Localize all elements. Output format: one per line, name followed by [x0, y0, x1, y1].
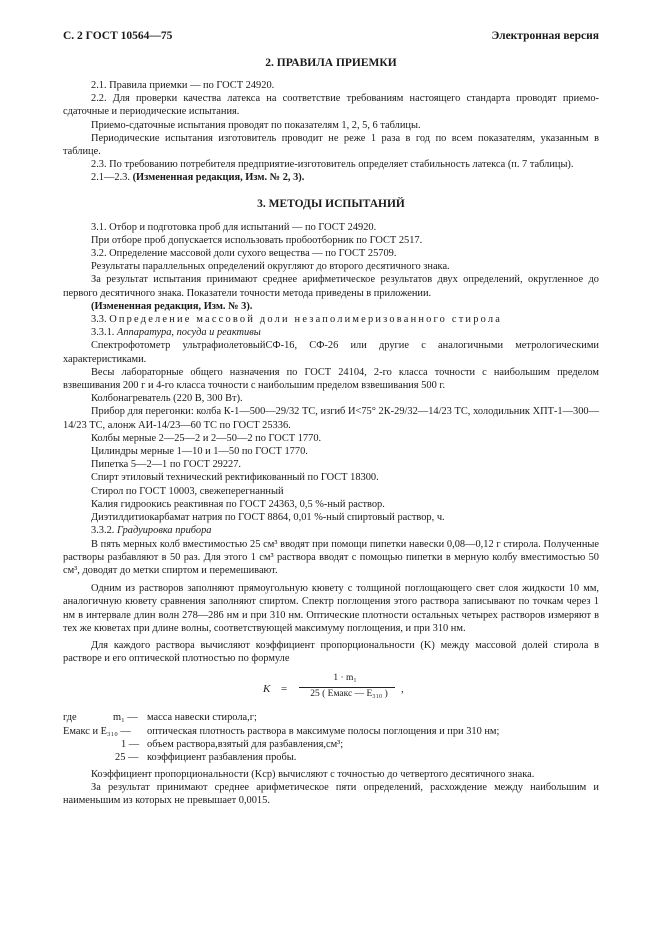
paragraph: Диэтилдитиокарбамат натрия по ГОСТ 8864, 0,01 %-ный спиртовый раствор, ч. [91, 512, 445, 524]
paragraph: Прибор для перегонки: колба К-1—500—29/32 ТС, изгиб И<75° 2К-29/32—14/23 ТС, холодильник ХПТ-1—300—14/23 ТС, алонж АИ-14/23—60 ТС по ГОСТ 25336. [63, 406, 599, 431]
paragraph: Периодические испытания изготовитель проводит не реже 1 раза в год по всем показателям, указанным в таблице. [63, 132, 599, 158]
paragraph: 3.1. Отбор и подготовка проб для испытаний — по ГОСТ 24920. [91, 221, 377, 233]
legend-text: масса навески стирола,г; [147, 712, 257, 724]
paragraph: Цилиндры мерные 1—10 и 1—50 по ГОСТ 1770. [91, 446, 308, 458]
formula-k: K [263, 683, 271, 696]
where-label: где [63, 712, 77, 724]
legend-row [63, 711, 599, 724]
paragraph: 2.2. Для проверки качества латекса на соответствие требованиям настоящего стандарта проводят приемо-сдаточные и периодические испытания. [63, 93, 599, 118]
subsection-title: Аппаратура, посуда и реактивы [116, 327, 261, 339]
formula-comma: , [401, 683, 404, 696]
formula-numerator: 1 · m₁ [333, 673, 357, 684]
paragraph: 2.3. По требованию потребителя предприятие-изготовитель определяет стабильность латекса (п. 7 таблицы). [91, 159, 574, 171]
paragraph: Колбонагреватель (220 В, 300 Вт). [91, 393, 243, 405]
paragraph: 2.1. Правила приемки — по ГОСТ 24920. [91, 80, 275, 91]
header-version: Электронная версия [491, 30, 599, 42]
paragraph: За результат принимают среднее арифметическое пяти определений, расхождение между наибольшим и наименьшим из которых не превышает 0,0015. [63, 782, 599, 807]
header-document-id: С. 2 ГОСТ 10564—75 [63, 30, 173, 42]
legend-symbol: 1 — [121, 738, 140, 750]
paragraph: Для каждого раствора вычисляют коэффициент пропорциональности (K) между массовой долей стирола в растворе и его оптической плотностью по формуле [63, 639, 599, 665]
paragraph: Одним из растворов заполняют прямоугольную кювету с толщиной поглощающего свет слоя жидкости 10 мм, аналогичную кювету сравнения заполняют спиртом. Спектр поглощения этого раствора записывают по точкам через 1 нм в интервале длин волн 278—286 нм и при 310 нм. Оптические плотности остальных четырех растворов измеряют в тех же кюветах при длине волны, соответствующей максимуму поглощения, и при 310 нм. [63, 583, 599, 634]
subsection-heading [63, 524, 599, 537]
paragraph: Пипетка 5—2—1 по ГОСТ 29227. [91, 459, 242, 471]
paragraph: Спирт этиловый технический ректификованный по ГОСТ 18300. [91, 472, 379, 484]
legend-row [63, 738, 599, 751]
legend-text: объем раствора,взятый для разбавления,см³; [147, 738, 344, 750]
section-3-title: 3. МЕТОДЫ ИСПЫТАНИЙ [257, 197, 405, 210]
legend-symbol: Eмакс и E₃₁₀ — [63, 725, 131, 737]
paragraph: В пять мерных колб вместимостью 25 см³ вводят при помощи пипетки навески 0,08—0,12 г стирола. Полученные растворы разбавляют в 50 раз. Для этого 1 см³ раствора вводят с помощью пипетки в мерную колбу вместимостью 50 см³, доводят до метки спиртом и перемешивают. [63, 538, 599, 576]
amendment-note: (Измененная редакция, Изм. № 3). [91, 300, 253, 312]
legend-symbol: m₁ — [113, 712, 138, 724]
page-header [63, 30, 599, 50]
paragraph: 3.2. Определение массовой доли сухого вещества — по ГОСТ 25709. [91, 248, 397, 260]
formula-equals: = [281, 683, 288, 696]
legend-symbol: 25 — [115, 751, 139, 763]
paragraph: При отборе проб допускается использовать пробоотборник по ГОСТ 2517. [91, 234, 423, 246]
paragraph: Приемо-сдаточные испытания проводят по показателям 1, 2, 5, 6 таблицы. [91, 119, 421, 131]
clause-ref: 3.3.1. [91, 327, 117, 339]
legend-text: коэффициент разбавления пробы. [147, 751, 297, 763]
paragraph: За результат испытания принимают среднее арифметическое результатов двух определений, округленное до первого десятичного знака. Показатели точности метода приведены в приложении. [63, 274, 599, 299]
paragraph: Весы лабораторные общего назначения по ГОСТ 24104, 2-го класса точности с наибольшим пределом взвешивания 200 г и 4-го класса точности с наибольшим пределом взвешивания 500 г. [63, 366, 599, 392]
paragraph: Спектрофотометр ультрафиолетовыйСФ-16, СФ-26 или другие с аналогичными метрологическими характеристиками. [63, 340, 599, 365]
formula [63, 673, 599, 705]
amendment-note [63, 171, 599, 184]
paragraph: Колбы мерные 2—25—2 и 2—50—2 по ГОСТ 1770. [91, 432, 322, 444]
clause-ref: 3.3.2. [91, 525, 117, 537]
subsection-title: Градуировка прибора [116, 525, 212, 537]
legend-text: оптическая плотность раствора в максимуме полосы поглощения и при 310 нм; [147, 725, 500, 737]
legend-row [63, 751, 599, 764]
section-2-title: 2. ПРАВИЛА ПРИЕМКИ [265, 57, 397, 69]
amendment-text: (Измененная редакция, Изм. № 2, 3). [132, 172, 305, 184]
paragraph: Коэффициент пропорциональности (Kср) вычисляют с точностью до четвертого десятичного знака. [91, 769, 535, 781]
formula-denominator: 25 ( Eмакс — E₃₁₀ ) [310, 689, 388, 700]
paragraph: Калия гидроокись реактивная по ГОСТ 24363, 0,5 %-ный раствор. [91, 498, 385, 510]
paragraph: Результаты параллельных определений округляют до второго десятичного знака. [91, 261, 450, 273]
subsection-title: Определение массовой доли незаполимеризованного стирола [109, 314, 503, 326]
subsection-heading [63, 313, 599, 326]
paragraph: Стирол по ГОСТ 10003, свежеперегнанный [91, 485, 284, 497]
clause-ref: 3.3. [91, 314, 110, 326]
subsection-heading [63, 326, 599, 339]
clause-ref: 2.1—2.3. [91, 172, 133, 184]
legend-row [63, 725, 599, 738]
document-page [63, 30, 599, 808]
